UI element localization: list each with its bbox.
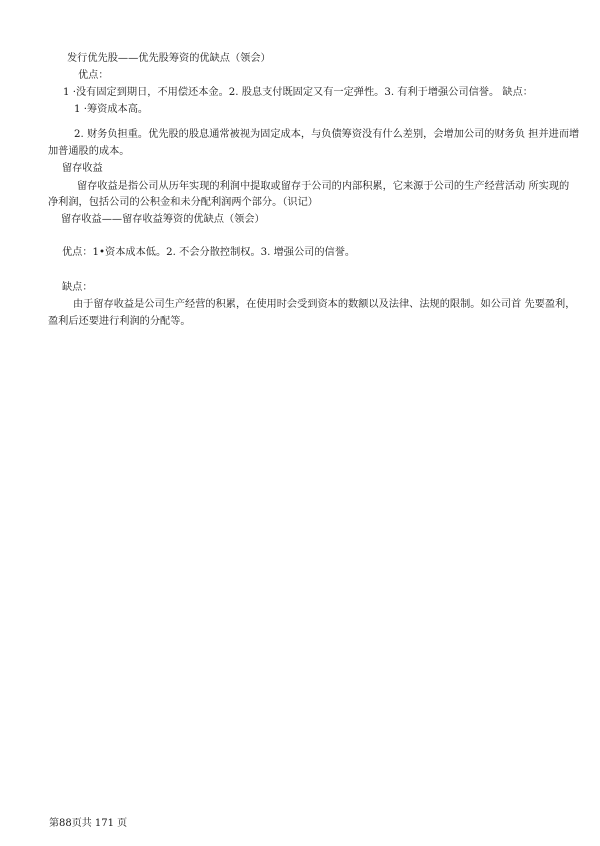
disadvantages-paragraph: 由于留存收益是公司生产经营的积累，在使用时会受到资本的数额以及法律、法规的限制。如公司首 先要盈利， <box>73 299 576 310</box>
disadvantage-item-2-cont: 加普通股的成本。 <box>48 146 130 157</box>
definition-paragraph-cont: 净利润，包括公司的公积金和未分配利润两个部分。（识记） <box>48 197 318 208</box>
disadvantages-paragraph-cont: 盈利后还要进行利润的分配等。 <box>48 316 191 327</box>
advantages-text: 1 ·没有固定到期日，不用偿还本金。2. 股息支付既固定又有一定弹性。3. 有利于增强公司信誉。 缺点： <box>63 87 533 98</box>
section-heading-retained-earnings: 留存收益 <box>62 163 103 174</box>
advantages-list: 优点：1•资本成本低。2. 不会分散控制权。3. 增强公司的信誉。 <box>62 247 356 258</box>
disadvantage-item-2: 2. 财务负担重。优先股的股息通常被视为固定成本，与负债筹资没有什么差别，会增加公司的财务负 担并进而增 <box>74 129 580 140</box>
advantages-label: 优点： <box>78 70 109 81</box>
definition-paragraph: 留存收益是指公司从历年实现的利润中提取或留存于公司的内部积累，它来源于公司的生产经营活动 所实现的 <box>77 181 570 192</box>
disadvantage-item-1: 1 ·筹资成本高。 <box>74 104 149 115</box>
section-heading-retained-financing: 留存收益——留存收益筹资的优缺点（领会） <box>61 214 265 225</box>
page-footer: 第88页共 171 页 <box>49 818 128 829</box>
disadvantages-label: 缺点： <box>62 282 93 293</box>
section-heading-preferred-stock: 发行优先股——优先股筹资的优缺点（领会） <box>67 53 271 64</box>
